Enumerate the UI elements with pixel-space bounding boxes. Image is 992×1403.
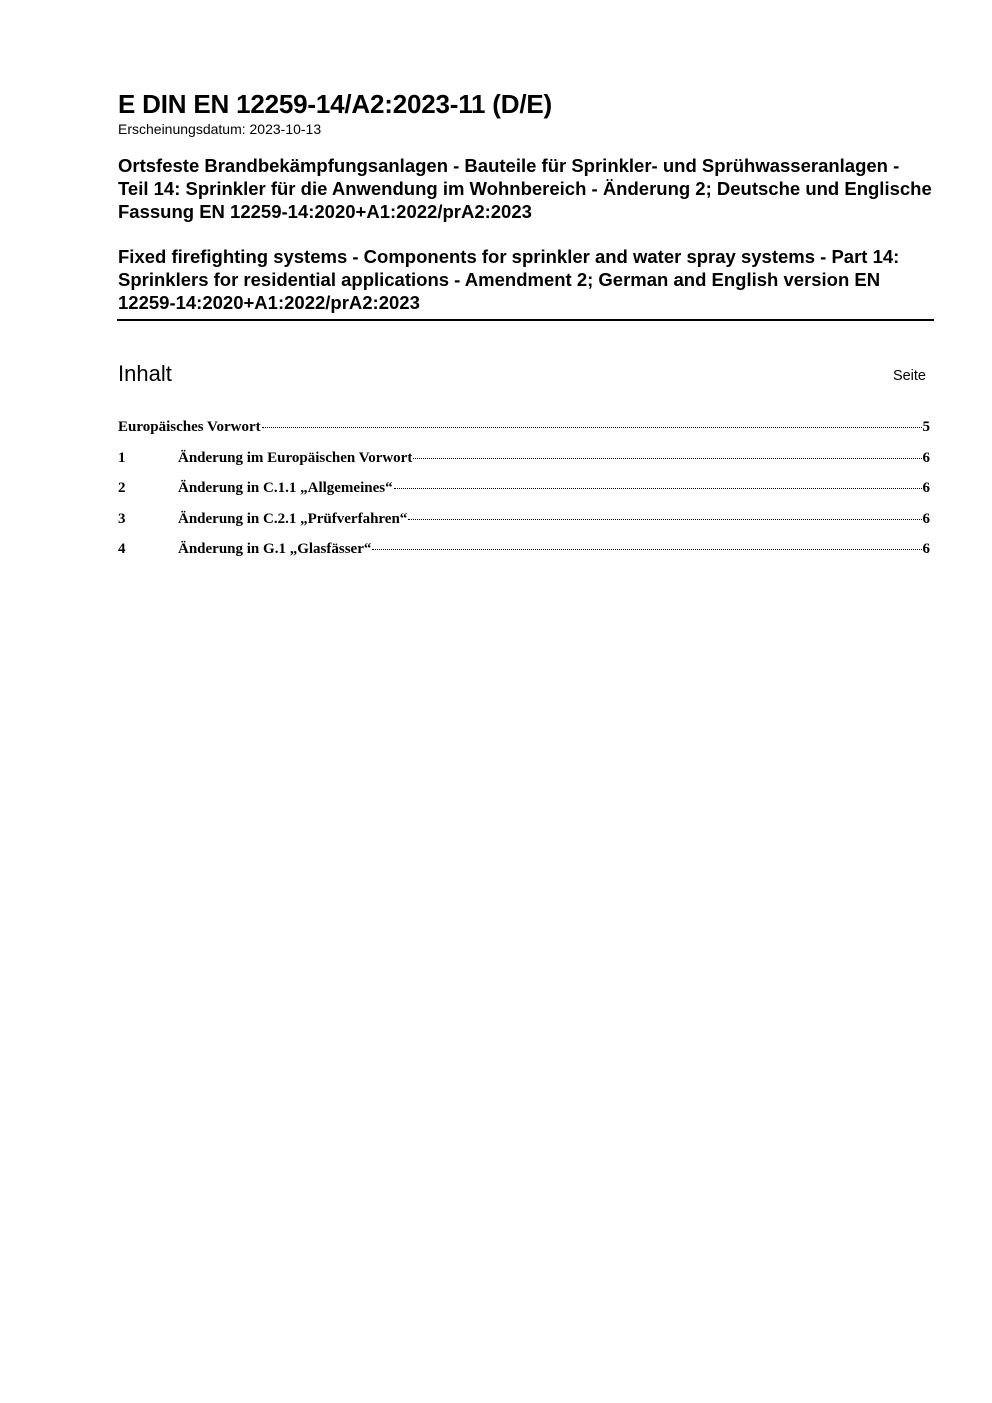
toc-entry-page: 6: [922, 510, 930, 527]
document-header: [118, 88, 934, 315]
toc-entry-page: 5: [922, 419, 930, 435]
toc-dot-leader: [262, 427, 922, 428]
title-english: Fixed firefighting systems - Components for sprinkler and water spray systems - Part 14: Sprinklers for residential applications - Amendment 2; German and English version EN 12259-14:2020+A1:2022/prA2:2023: [118, 246, 900, 313]
toc-entry-number: 2: [118, 480, 126, 496]
toc-entry-number: 4: [118, 541, 126, 557]
document-id: E DIN EN 12259-14/A2:2023-11 (D/E): [118, 89, 552, 119]
toc-entry-number: 1: [118, 449, 126, 466]
toc-page-label: Seite: [892, 368, 926, 384]
toc-entry-2[interactable]: [118, 478, 930, 509]
toc-dot-leader: [408, 519, 921, 520]
toc-entry-page: 6: [922, 480, 930, 496]
toc-entry-title: Änderung in G.1 „Glasfässer“: [178, 541, 372, 557]
toc-entry-page: 6: [922, 449, 930, 466]
toc-entry-3[interactable]: [118, 509, 930, 540]
header-divider: [117, 319, 934, 321]
toc-entry-title: Änderung in C.1.1 „Allgemeines“: [178, 480, 393, 496]
toc-header: [118, 360, 926, 388]
title-german: Ortsfeste Brandbekämpfungsanlagen - Bauteile für Sprinkler- und Sprühwasseranlagen - Teil 14: Sprinkler für die Anwendung im Wohnbereich - Änderung 2; Deutsche und Englische Fassung EN 12259-14:2020+A1:2022/prA2:2023: [118, 155, 932, 222]
toc-dot-leader: [394, 488, 922, 489]
toc-entry-title: Änderung im Europäischen Vorwort: [178, 449, 413, 466]
toc-entry-page: 6: [922, 541, 930, 557]
toc-entry-number: 3: [118, 510, 126, 527]
toc-entry-1[interactable]: [118, 448, 930, 479]
toc-entry-4[interactable]: [118, 539, 930, 570]
table-of-contents: [118, 417, 930, 570]
toc-entry-title: Europäisches Vorwort: [118, 419, 261, 435]
toc-entry-foreword[interactable]: [118, 417, 930, 448]
toc-heading: Inhalt: [118, 361, 172, 386]
toc-dot-leader: [413, 458, 921, 459]
publication-date: Erscheinungsdatum: 2023-10-13: [118, 121, 322, 137]
toc-entry-title: Änderung in C.2.1 „Prüfverfahren“: [178, 510, 408, 527]
toc-dot-leader: [372, 549, 921, 550]
